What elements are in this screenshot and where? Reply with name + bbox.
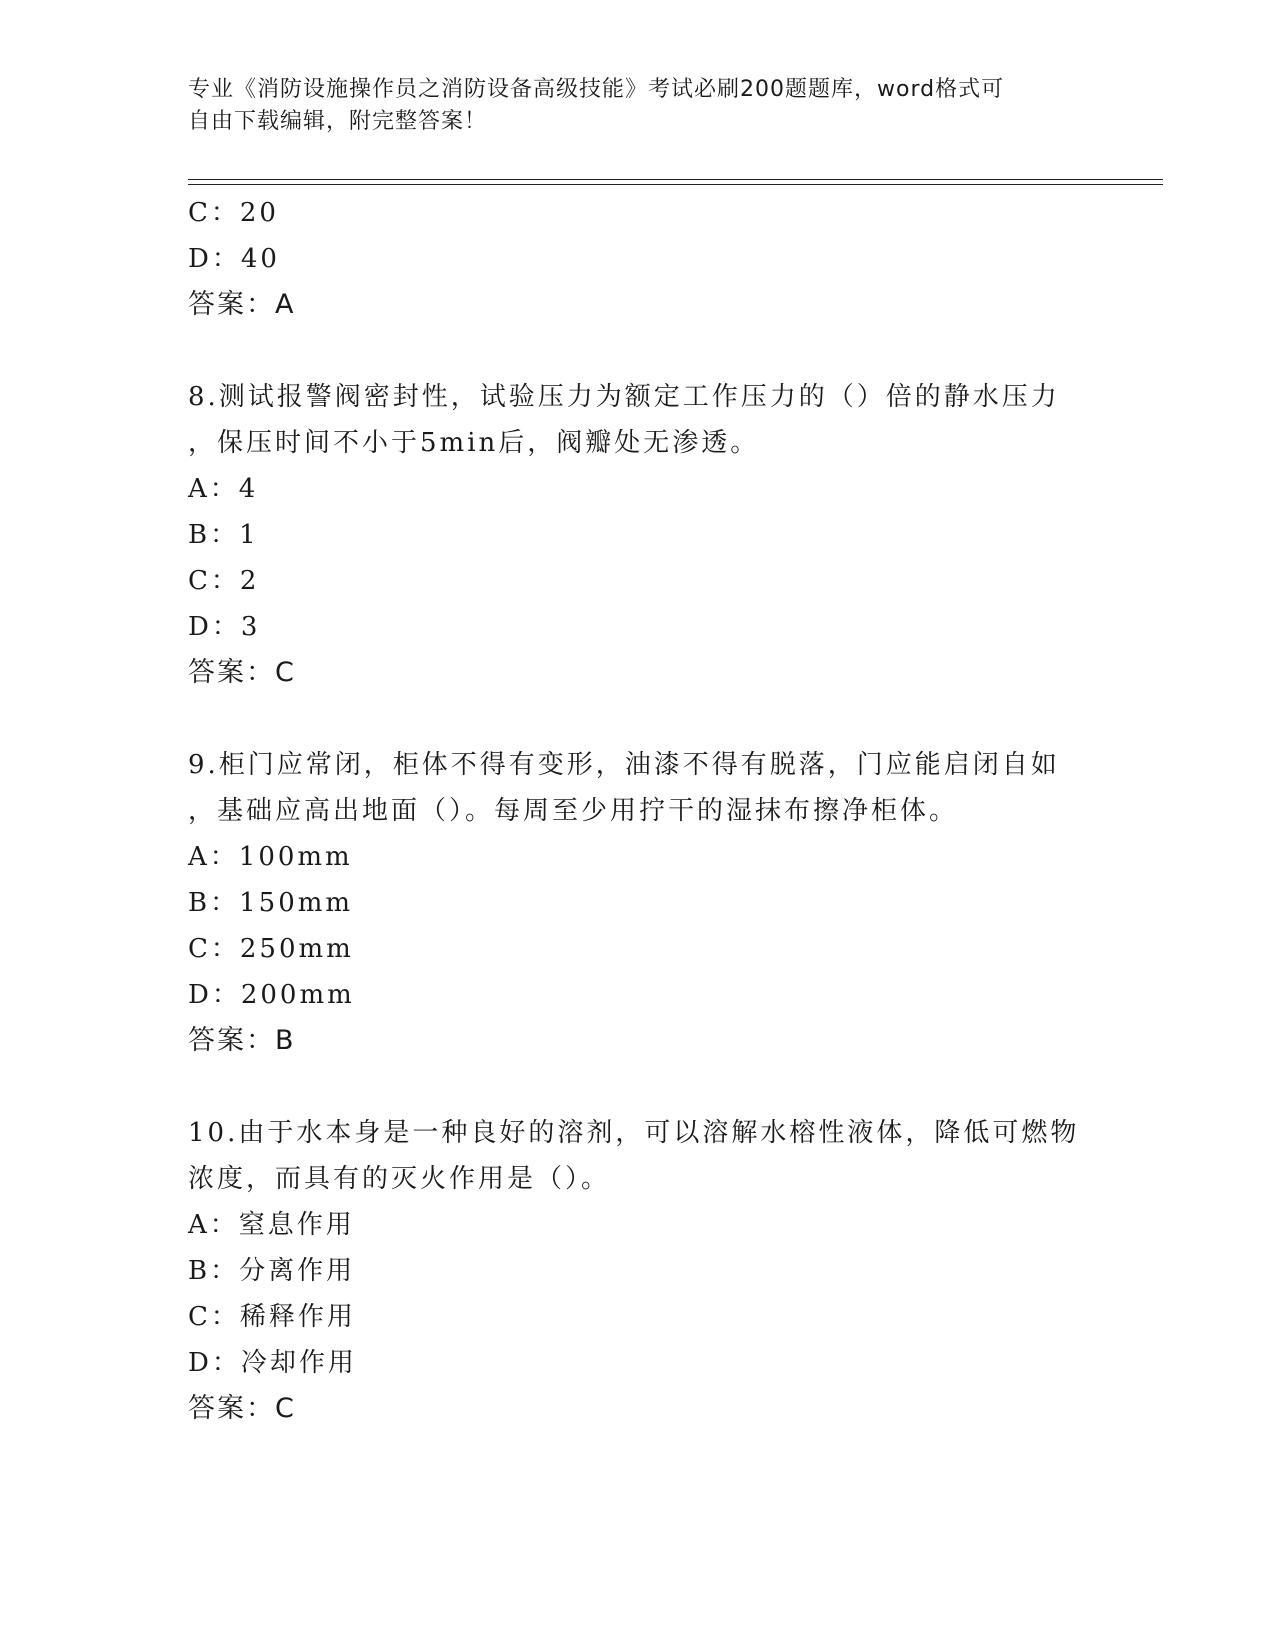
option-b: B：分离作用 (188, 1256, 356, 1286)
page-header (188, 74, 1068, 138)
option-b: B：1 (188, 520, 259, 550)
header-divider-top (188, 179, 1163, 180)
question-stem-line-1: 9.柜门应常闭，柜体不得有变形，油漆不得有脱落，门应能启闭自如 (188, 750, 1060, 780)
answer-label: 答案：C (188, 657, 296, 688)
option-d: D：3 (188, 612, 261, 642)
option-a: A：4 (188, 474, 259, 504)
question-stem-line-2: ，基础应高出地面（）。每周至少用拧干的湿抹布擦净柜体。 (188, 796, 959, 826)
question-7-continuation (188, 190, 1088, 328)
option-c: C：稀释作用 (188, 1302, 356, 1332)
header-title-line-1: 专业《消防设施操作员之消防设备高级技能》考试必刷200题题库，word格式可 (188, 77, 1005, 102)
question-list (188, 190, 1088, 1432)
question-9 (188, 742, 1088, 1064)
question-10 (188, 1110, 1088, 1432)
question-stem-line-1: 8.测试报警阀密封性，试验压力为额定工作压力的（）倍的静水压力 (188, 382, 1060, 412)
question-spacer (188, 328, 1088, 374)
answer-label: 答案：A (188, 289, 296, 320)
question-stem-line-2: ，保压时间不小于5min后，阀瓣处无渗透。 (188, 428, 760, 458)
option-d: D：冷却作用 (188, 1348, 357, 1378)
header-divider-bottom (188, 184, 1163, 185)
question-spacer (188, 1064, 1088, 1110)
header-title-line-2: 自由下载编辑，附完整答案！ (188, 109, 488, 134)
question-8 (188, 374, 1088, 696)
answer-label: 答案：C (188, 1393, 296, 1424)
option-d: D：40 (188, 244, 280, 274)
answer-label: 答案：B (188, 1025, 296, 1056)
question-spacer (188, 696, 1088, 742)
option-c: C：250mm (188, 934, 354, 964)
question-stem-line-1: 10.由于水本身是一种良好的溶剂，可以溶解水榕性液体，降低可燃物 (188, 1118, 1080, 1148)
option-d: D：200mm (188, 980, 355, 1010)
option-c: C：20 (188, 198, 279, 228)
question-stem-line-2: 浓度，而具有的灭火作用是（）。 (188, 1164, 611, 1194)
option-b: B：150mm (188, 888, 354, 918)
option-a: A：窒息作用 (188, 1210, 355, 1240)
option-c: C：2 (188, 566, 260, 596)
option-a: A：100mm (188, 842, 353, 872)
